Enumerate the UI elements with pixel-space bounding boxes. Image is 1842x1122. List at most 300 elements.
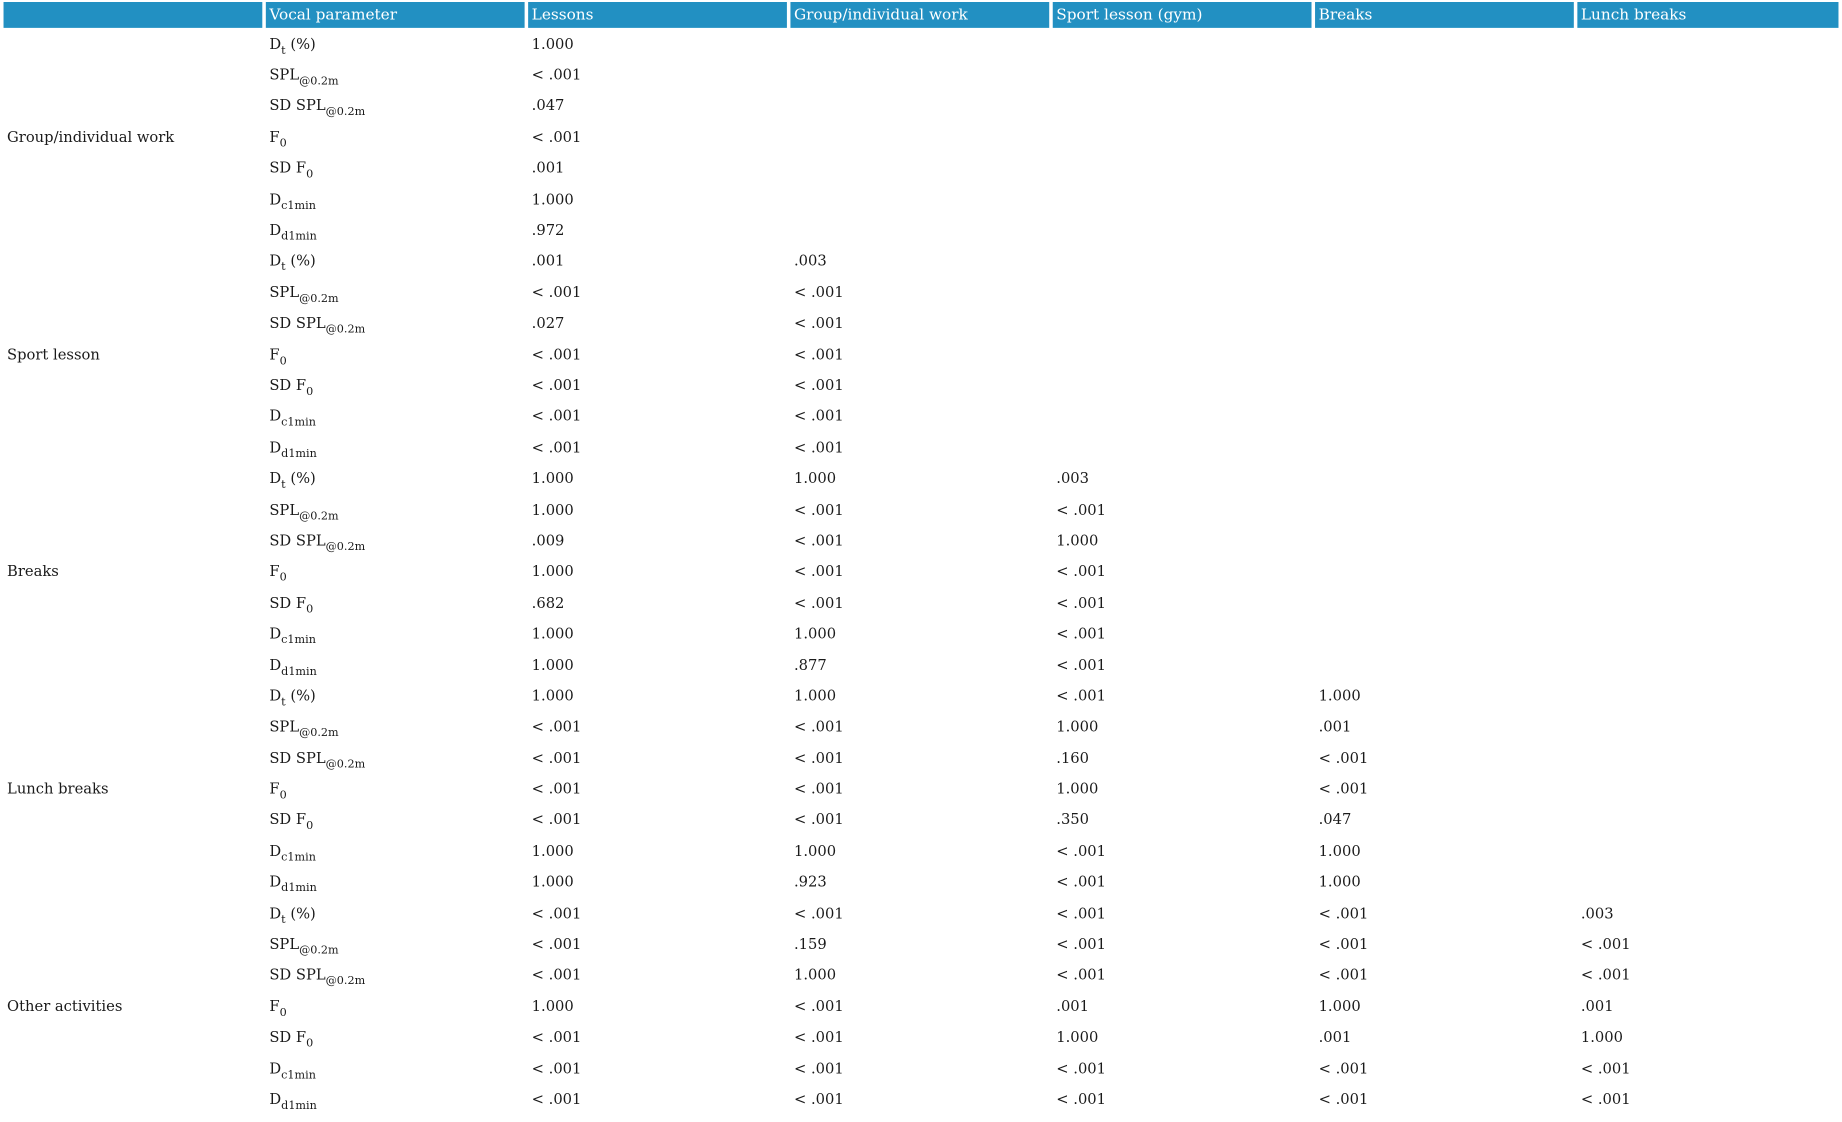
header-cell-breaks: Breaks — [1315, 2, 1574, 28]
activity-group-spacer — [4, 59, 263, 90]
p-value-cell — [790, 28, 1049, 59]
p-value-cell: 1.000 — [531, 872, 574, 891]
table-row — [4, 431, 1839, 462]
p-value-cell: < .001 — [1056, 1058, 1107, 1077]
p-value-cell: < .001 — [793, 903, 844, 922]
parameter-base: SPL — [269, 282, 300, 301]
header-cell-lunch-breaks: Lunch breaks — [1577, 2, 1838, 28]
p-value-cell: 1.000 — [793, 624, 837, 643]
p-value-cell — [1577, 742, 1838, 773]
p-value-cell: < .001 — [531, 65, 582, 84]
p-value-cell: 1.000 — [531, 686, 574, 705]
p-value-cell — [1577, 835, 1838, 866]
vocal-parameter-cell — [266, 307, 525, 338]
p-value-cell: < .001 — [793, 407, 844, 425]
table-row — [4, 90, 1839, 121]
table-row — [4, 649, 1839, 680]
vocal-parameter-cell — [266, 338, 525, 369]
p-value-cell: < .001 — [1580, 965, 1631, 984]
p-value-cell: < .001 — [531, 282, 582, 301]
p-value-cell — [1315, 307, 1574, 338]
p-value-cell — [1315, 649, 1574, 680]
parameter-subscript: 0 — [279, 788, 287, 802]
p-value-cell — [790, 121, 1049, 152]
parameter-subscript: 0 — [306, 168, 314, 182]
p-value-cell: < .001 — [793, 748, 844, 767]
vocal-parameter-cell — [266, 804, 525, 835]
activity-group-spacer — [4, 152, 263, 183]
p-value-cell: 1.000 — [1056, 531, 1099, 549]
p-value-cell: .682 — [531, 593, 565, 611]
header-cell-sport-lesson: Sport lesson (gym) — [1053, 2, 1312, 28]
p-value-cell: < .001 — [793, 438, 844, 456]
parameter-suffix: (%) — [285, 686, 316, 705]
p-value-cell: < .001 — [793, 1058, 844, 1077]
table-row — [4, 742, 1839, 773]
activity-group-label: Other activities — [7, 996, 123, 1015]
vocal-parameter-cell — [266, 152, 525, 183]
parameter-base: D — [269, 438, 282, 456]
p-value-cell: 1.000 — [531, 500, 574, 518]
p-value-cell: 1.000 — [531, 996, 574, 1015]
p-value-cell: 1.000 — [1318, 996, 1361, 1015]
p-value-cell — [1315, 494, 1574, 525]
parameter-subscript: d1min — [281, 230, 317, 244]
table-row — [4, 1021, 1839, 1052]
activity-group-spacer — [4, 711, 263, 742]
p-value-cell: .009 — [531, 531, 565, 549]
p-value-cell: < .001 — [531, 748, 582, 767]
p-value-cell: < .001 — [793, 282, 844, 301]
p-value-cell: .001 — [531, 158, 565, 177]
parameter-base: D — [269, 686, 282, 705]
p-value-cell: 1.000 — [1056, 1027, 1099, 1046]
header-row — [4, 2, 1839, 28]
p-value-cell: .160 — [1056, 748, 1090, 767]
p-value-cell: < .001 — [531, 1058, 582, 1077]
vocal-parameter-cell — [266, 462, 525, 493]
parameter-subscript: 0 — [279, 571, 287, 585]
p-value-cell — [1577, 183, 1838, 214]
table-row — [4, 369, 1839, 400]
activity-group-spacer — [4, 431, 263, 462]
vocal-parameter-cell — [266, 742, 525, 773]
parameter-suffix: (%) — [285, 251, 316, 270]
vocal-parameter-cell — [266, 525, 525, 556]
p-value-cell — [1053, 276, 1312, 307]
p-value-cell — [1053, 121, 1312, 152]
p-value-cell — [1577, 121, 1838, 152]
p-value-cell: 1.000 — [1580, 1027, 1623, 1046]
p-value-cell: < .001 — [1318, 1089, 1369, 1108]
table-row — [4, 835, 1839, 866]
table-row — [4, 773, 1839, 804]
p-value-cell: < .001 — [531, 965, 582, 984]
p-value-cell: < .001 — [1056, 500, 1107, 518]
vocal-parameter-cell — [266, 556, 525, 587]
p-value-cell: 1.000 — [793, 686, 837, 705]
p-value-cell: 1.000 — [793, 469, 837, 487]
p-value-cell: < .001 — [1056, 624, 1107, 643]
p-value-cell: < .001 — [793, 562, 844, 580]
parameter-base: SPL — [269, 500, 300, 518]
p-value-cell — [1053, 400, 1312, 431]
p-value-cell: < .001 — [531, 1027, 582, 1046]
p-value-cell — [1577, 680, 1838, 711]
table-row — [4, 711, 1839, 742]
p-value-cell: < .001 — [793, 500, 844, 518]
activity-group-spacer — [4, 804, 263, 835]
p-value-cell: 1.000 — [531, 189, 574, 208]
activity-group-label: Sport lesson — [7, 344, 100, 363]
p-value-cell: < .001 — [793, 344, 844, 363]
table-row — [4, 959, 1839, 990]
vocal-parameter-cell — [266, 400, 525, 431]
parameter-suffix: (%) — [285, 903, 316, 922]
activity-group-spacer — [4, 835, 263, 866]
parameter-suffix: (%) — [285, 469, 316, 487]
p-value-cell: < .001 — [531, 717, 582, 736]
p-value-cell: < .001 — [793, 1027, 844, 1046]
parameter-base: D — [269, 655, 282, 674]
posthoc-comparison-table — [0, 2, 1842, 1114]
p-value-cell — [1315, 525, 1574, 556]
p-value-cell: .047 — [1318, 810, 1352, 829]
parameter-subscript: 0 — [306, 1037, 314, 1051]
vocal-parameter-cell — [266, 680, 525, 711]
table-row — [4, 525, 1839, 556]
p-value-cell: .047 — [531, 96, 565, 115]
parameter-base: SD SPL — [269, 965, 326, 984]
p-value-cell: < .001 — [1056, 562, 1107, 580]
table-row — [4, 804, 1839, 835]
parameter-subscript: @0.2m — [325, 106, 366, 120]
activity-group-spacer — [4, 1052, 263, 1083]
table-header — [4, 2, 1839, 28]
parameter-subscript: 0 — [279, 354, 287, 368]
p-value-cell: < .001 — [531, 407, 582, 425]
vocal-parameter-cell — [266, 835, 525, 866]
parameter-subscript: d1min — [281, 882, 317, 896]
activity-group-spacer — [4, 28, 263, 59]
parameter-base: SD SPL — [269, 313, 326, 332]
p-value-cell — [1315, 121, 1574, 152]
parameter-base: D — [269, 903, 282, 922]
parameter-base: SPL — [269, 65, 300, 84]
parameter-base: D — [269, 872, 282, 891]
p-value-cell: 1.000 — [1318, 686, 1361, 705]
parameter-subscript: t — [281, 43, 286, 57]
vocal-parameter-cell — [266, 618, 525, 649]
parameter-base: D — [269, 407, 282, 425]
p-value-cell — [1315, 28, 1574, 59]
vocal-parameter-cell — [266, 276, 525, 307]
parameter-base: F — [269, 127, 280, 146]
activity-group-spacer — [4, 1021, 263, 1052]
p-value-cell: < .001 — [793, 779, 844, 798]
parameter-subscript: t — [281, 261, 286, 275]
p-value-cell: 1.000 — [793, 841, 837, 860]
table-row — [4, 990, 1839, 1021]
p-value-cell: .877 — [793, 655, 827, 674]
p-value-cell: 1.000 — [531, 655, 574, 674]
activity-group-spacer — [4, 494, 263, 525]
table-row — [4, 276, 1839, 307]
p-value-cell: < .001 — [1056, 841, 1107, 860]
activity-group-spacer — [4, 649, 263, 680]
p-value-cell — [1315, 369, 1574, 400]
table-row — [4, 897, 1839, 928]
p-value-cell — [1577, 28, 1838, 59]
activity-group-spacer — [4, 742, 263, 773]
table-row — [4, 214, 1839, 245]
parameter-base: D — [269, 220, 282, 239]
table-row — [4, 618, 1839, 649]
table-row — [4, 462, 1839, 493]
activity-group-label: Breaks — [7, 562, 59, 580]
vocal-parameter-cell — [266, 1083, 525, 1114]
p-value-cell: 1.000 — [531, 562, 574, 580]
p-value-cell — [1053, 369, 1312, 400]
table-row — [4, 494, 1839, 525]
table-row — [4, 59, 1839, 90]
parameter-base: F — [269, 562, 280, 580]
p-value-cell — [1053, 90, 1312, 121]
p-value-cell — [1053, 214, 1312, 245]
activity-group-spacer — [4, 400, 263, 431]
table-row — [4, 680, 1839, 711]
parameter-subscript: 0 — [306, 385, 314, 399]
activity-group-spacer — [4, 928, 263, 959]
p-value-cell — [1577, 711, 1838, 742]
p-value-cell: < .001 — [793, 313, 844, 332]
p-value-cell — [1315, 338, 1574, 369]
p-value-cell: 1.000 — [1318, 841, 1361, 860]
table-row — [4, 152, 1839, 183]
p-value-cell — [1577, 866, 1838, 897]
p-value-cell — [1315, 618, 1574, 649]
p-value-cell — [1577, 245, 1838, 276]
activity-group-spacer — [4, 525, 263, 556]
p-value-cell — [1577, 618, 1838, 649]
table-row — [4, 587, 1839, 618]
activity-group-spacer — [4, 1083, 263, 1114]
p-value-cell: < .001 — [1580, 1089, 1631, 1108]
p-value-cell — [1315, 276, 1574, 307]
activity-group-spacer — [4, 618, 263, 649]
parameter-subscript: t — [281, 695, 286, 709]
parameter-subscript: @0.2m — [299, 509, 339, 523]
p-value-cell — [1315, 556, 1574, 587]
p-value-cell — [1577, 525, 1838, 556]
parameter-subscript: c1min — [281, 851, 316, 865]
p-value-cell: 1.000 — [531, 624, 574, 643]
parameter-subscript: @0.2m — [325, 323, 366, 337]
p-value-cell — [1577, 59, 1838, 90]
table-row — [4, 928, 1839, 959]
header-cell-activity — [4, 2, 263, 28]
p-value-cell: < .001 — [531, 127, 582, 146]
activity-group-spacer — [4, 307, 263, 338]
p-value-cell — [1577, 587, 1838, 618]
parameter-subscript: @0.2m — [325, 757, 366, 771]
p-value-cell — [1577, 431, 1838, 462]
vocal-parameter-cell — [266, 494, 525, 525]
p-value-cell — [1053, 59, 1312, 90]
p-value-cell: < .001 — [793, 1089, 844, 1108]
parameter-base: D — [269, 469, 282, 487]
vocal-parameter-cell — [266, 431, 525, 462]
p-value-cell — [1315, 400, 1574, 431]
parameter-base: D — [269, 34, 282, 53]
p-value-cell — [790, 59, 1049, 90]
p-value-cell: < .001 — [793, 531, 844, 549]
p-value-cell: < .001 — [1580, 1058, 1631, 1077]
p-value-cell — [1577, 556, 1838, 587]
p-value-cell: < .001 — [531, 376, 582, 394]
parameter-base: D — [269, 1089, 282, 1108]
p-value-cell: < .001 — [1056, 934, 1107, 953]
parameter-base: D — [269, 189, 282, 208]
parameter-subscript: 0 — [279, 1006, 287, 1020]
p-value-cell — [1053, 183, 1312, 214]
p-value-cell: < .001 — [1056, 903, 1107, 922]
p-value-cell — [1577, 649, 1838, 680]
vocal-parameter-cell — [266, 59, 525, 90]
p-value-cell — [1315, 90, 1574, 121]
parameter-subscript: t — [281, 478, 286, 492]
parameter-subscript: @0.2m — [325, 975, 366, 989]
activity-group-spacer — [4, 680, 263, 711]
activity-group-label: Lunch breaks — [7, 779, 109, 798]
p-value-cell: < .001 — [793, 593, 844, 611]
p-value-cell: 1.000 — [1318, 872, 1361, 891]
p-value-cell: .001 — [531, 251, 565, 270]
vocal-parameter-cell — [266, 711, 525, 742]
parameter-subscript: @0.2m — [299, 292, 339, 306]
p-value-cell — [790, 152, 1049, 183]
p-value-cell — [1053, 152, 1312, 183]
p-value-cell: < .001 — [1318, 965, 1369, 984]
parameter-subscript: @0.2m — [299, 75, 339, 88]
parameter-base: D — [269, 1058, 282, 1077]
p-value-cell: < .001 — [793, 996, 844, 1015]
p-value-cell — [1315, 183, 1574, 214]
parameter-base: SD SPL — [269, 748, 326, 767]
vocal-parameter-cell — [266, 183, 525, 214]
parameter-subscript: @0.2m — [299, 944, 339, 958]
vocal-parameter-cell — [266, 897, 525, 928]
p-value-cell: < .001 — [531, 1089, 582, 1108]
parameter-subscript: 0 — [279, 137, 287, 151]
p-value-cell: < .001 — [793, 376, 844, 394]
p-value-cell: 1.000 — [1056, 717, 1099, 736]
activity-group-spacer — [4, 90, 263, 121]
parameter-base: F — [269, 996, 280, 1015]
activity-group-spacer — [4, 369, 263, 400]
p-value-cell: < .001 — [1318, 934, 1369, 953]
table-row — [4, 307, 1839, 338]
p-value-cell — [1315, 59, 1574, 90]
table-row — [4, 1083, 1839, 1114]
vocal-parameter-cell — [266, 928, 525, 959]
vocal-parameter-cell — [266, 773, 525, 804]
parameter-subscript: t — [281, 913, 286, 927]
p-value-cell — [1053, 307, 1312, 338]
p-value-cell — [1577, 214, 1838, 245]
parameter-base: D — [269, 251, 282, 270]
p-value-cell: .350 — [1056, 810, 1090, 829]
parameter-subscript: c1min — [281, 633, 316, 647]
p-value-cell: 1.000 — [531, 34, 574, 53]
parameter-subscript: d1min — [281, 447, 317, 461]
vocal-parameter-cell — [266, 649, 525, 680]
p-value-cell — [1577, 369, 1838, 400]
p-value-cell — [1315, 152, 1574, 183]
parameter-base: D — [269, 841, 282, 860]
p-value-cell: < .001 — [1056, 1089, 1107, 1108]
p-value-cell: < .001 — [1580, 934, 1631, 953]
p-value-cell: 1.000 — [531, 841, 574, 860]
parameter-subscript: 0 — [306, 602, 314, 616]
parameter-subscript: @0.2m — [299, 726, 339, 740]
p-value-cell — [1053, 245, 1312, 276]
p-value-cell: < .001 — [531, 438, 582, 456]
p-value-cell: .027 — [531, 313, 565, 332]
p-value-cell: < .001 — [531, 903, 582, 922]
parameter-base: SD F — [269, 810, 307, 829]
parameter-base: D — [269, 624, 282, 643]
p-value-cell: < .001 — [793, 810, 844, 829]
parameter-base: SD SPL — [269, 531, 326, 549]
p-value-cell: < .001 — [1318, 779, 1369, 798]
p-value-cell: < .001 — [1056, 965, 1107, 984]
p-value-cell: < .001 — [1056, 655, 1107, 674]
p-value-cell: .001 — [1580, 996, 1614, 1015]
vocal-parameter-cell — [266, 990, 525, 1021]
p-value-cell: .003 — [1580, 903, 1614, 922]
p-value-cell — [1053, 28, 1312, 59]
p-value-cell — [790, 183, 1049, 214]
p-value-cell: < .001 — [1056, 872, 1107, 891]
vocal-parameter-cell — [266, 866, 525, 897]
p-value-cell: .003 — [1056, 469, 1090, 487]
p-value-cell: < .001 — [531, 934, 582, 953]
parameter-suffix: (%) — [285, 34, 316, 53]
p-value-cell: .972 — [531, 220, 565, 239]
p-value-cell — [1577, 400, 1838, 431]
parameter-subscript: 0 — [306, 820, 314, 833]
p-value-cell: .001 — [1318, 1027, 1352, 1046]
activity-group-spacer — [4, 959, 263, 990]
p-value-cell — [790, 90, 1049, 121]
p-value-cell: .001 — [1318, 717, 1352, 736]
header-cell-vocal-parameter: Vocal parameter — [266, 2, 525, 28]
table-body — [4, 28, 1839, 1114]
p-value-cell: .003 — [793, 251, 827, 270]
p-value-cell: .923 — [793, 872, 827, 891]
activity-group-spacer — [4, 587, 263, 618]
p-value-cell: < .001 — [793, 717, 844, 736]
p-value-cell — [1053, 431, 1312, 462]
p-value-cell — [1577, 307, 1838, 338]
parameter-subscript: d1min — [281, 1099, 317, 1113]
p-value-cell — [790, 214, 1049, 245]
p-value-cell — [1577, 338, 1838, 369]
parameter-base: SPL — [269, 717, 300, 736]
table-row — [4, 183, 1839, 214]
activity-group-spacer — [4, 214, 263, 245]
